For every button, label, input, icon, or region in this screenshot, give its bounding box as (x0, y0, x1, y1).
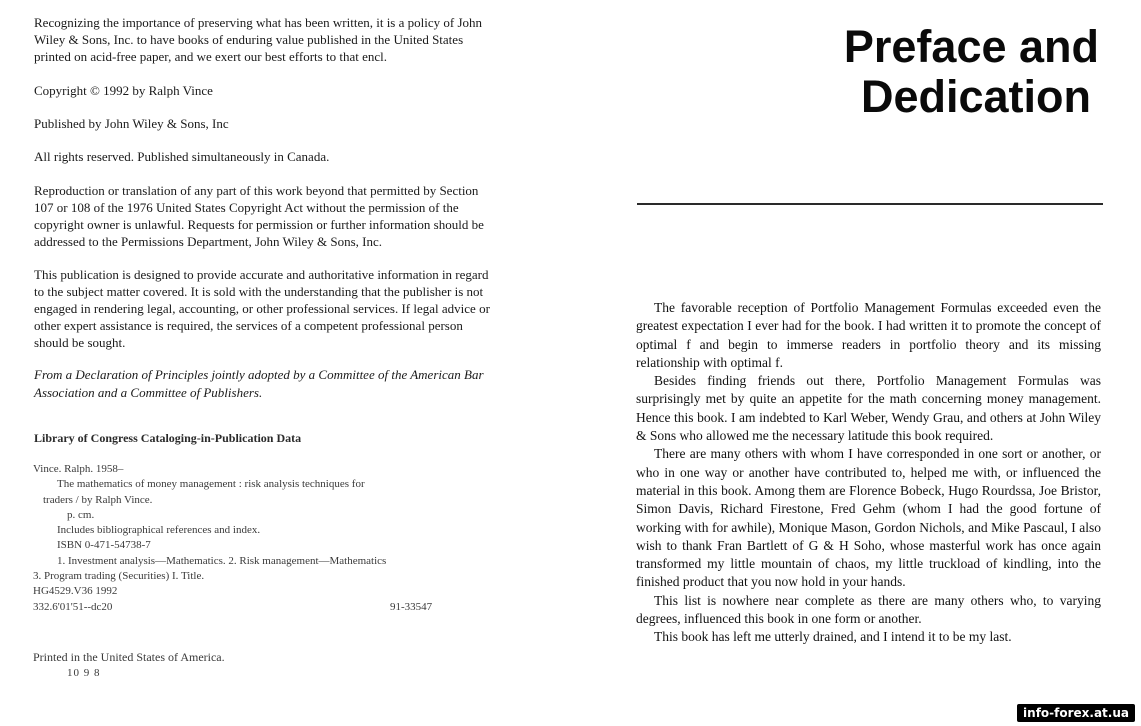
title-line-2: Dedication (860, 71, 1091, 122)
disclaimer-paragraph: This publication is designed to provide accurate and authoritative information in regard to the subject matter covered. It is sold with the understanding that the publisher is not engaged in rendering legal, accounting, or other professional services. If legal advice or other expert assistance is required, the services of a competent professional person should be sought. (34, 267, 490, 350)
paper-policy-paragraph: Recognizing the importance of preserving what has been written, it is a policy of John Wiley & Sons, Inc. to have books of enduring value published in the United States printed on acid-free paper, and we exert our best efforts to that encl. (34, 15, 483, 64)
cip-dewey: 332.6'01'51--dc20 (33, 600, 113, 613)
cip-subject-2: 3. Program trading (Securities) I. Title. (33, 570, 205, 583)
cip-notes: Includes bibliographical references and index. (57, 524, 261, 537)
cip-subject-1: 1. Investment analysis—Mathematics. 2. Risk management—Mathematics (57, 554, 387, 567)
declaration-quote: From a Declaration of Principles jointly adopted by a Committee of the American Bar Association and a Committee of Publishers. (34, 367, 484, 400)
chapter-title (844, 22, 1099, 122)
preface-paragraph: The favorable reception of Portfolio Management Formulas exceeded even the greatest expectation I ever had for the book. I had written it to promote the concept of optimal f and begin to immerse readers in portfolio theory and its missing relationship with optimal f. (636, 300, 1101, 370)
cip-title: The mathematics of money management : risk analysis techniques for (57, 478, 365, 491)
publisher-line: Published by John Wiley & Sons, Inc (34, 116, 229, 131)
preface-paragraph: There are many others with whom I have corresponded in one sort or another, or who in one way or another have contributed to, helped me with, or influenced the material in this book. Among them are Florence Bobeck, Hugo Rourdssa, Joe Bristor, Simon Davis, Richard Firestone, Fred Gehm (whom I had the good fortune of working with for awhile), Monique Mason, Gordon Nichols, and Mike Pascaul, I also wish to thank Fran Bartlett of G & H Soho, whose masterful work has once again transformed my little mountain of chaos, my little truckload of kindling, into the finished product that you now hold in your hands. (636, 446, 1101, 590)
preface-body (636, 299, 1101, 647)
title-divider (637, 203, 1103, 205)
cip-call-number: HG4529.V36 1992 (33, 585, 118, 598)
left-page (0, 0, 560, 726)
cip-title-cont: traders / by Ralph Vince. (43, 493, 153, 506)
printing-number: 10 9 8 (67, 667, 101, 679)
reproduction-notice: Reproduction or translation of any part of this work beyond that permitted by Section 107 or 108 of the 1976 United States Copyright Act without the permission of the copyright owner is unlawful. Requests for permission or further information should be addressed to the Permissions Department, John Wiley & Sons, Inc. (34, 183, 484, 249)
printed-in-line: Printed in the United States of America. (33, 650, 225, 664)
cip-dewey-row (33, 600, 453, 615)
preface-paragraph: This list is nowhere near complete as there are many others who, to varying degrees, influenced this book in one form or another. (636, 592, 1101, 627)
cip-data-block (33, 462, 453, 615)
cip-pagination: p. cm. (67, 508, 95, 521)
copyright-line: Copyright © 1992 by Ralph Vince (34, 83, 213, 98)
site-watermark: info-forex.at.ua (1017, 704, 1135, 722)
cip-heading: Library of Congress Cataloging-in-Publication Data (34, 431, 302, 445)
preface-paragraph: Besides finding friends out there, Portfolio Management Formulas was surprisingly met by quite an appetite for the math concerning money management. Hence this book. I am indebted to Karl Weber, Wendy Grau, and others at John Wiley & Sons who allowed me the necessary latitude this book required. (636, 373, 1101, 444)
preface-paragraph: This book has left me utterly drained, and I intend it to be my last. (654, 629, 1012, 645)
cip-lccn: 91-33547 (390, 600, 433, 613)
cip-isbn: ISBN 0-471-54738-7 (57, 539, 151, 552)
title-line-1: Preface and (843, 21, 1099, 72)
rights-line: All rights reserved. Published simultaneously in Canada. (34, 149, 330, 164)
cip-author: Vince. Ralph. 1958– (33, 463, 124, 475)
